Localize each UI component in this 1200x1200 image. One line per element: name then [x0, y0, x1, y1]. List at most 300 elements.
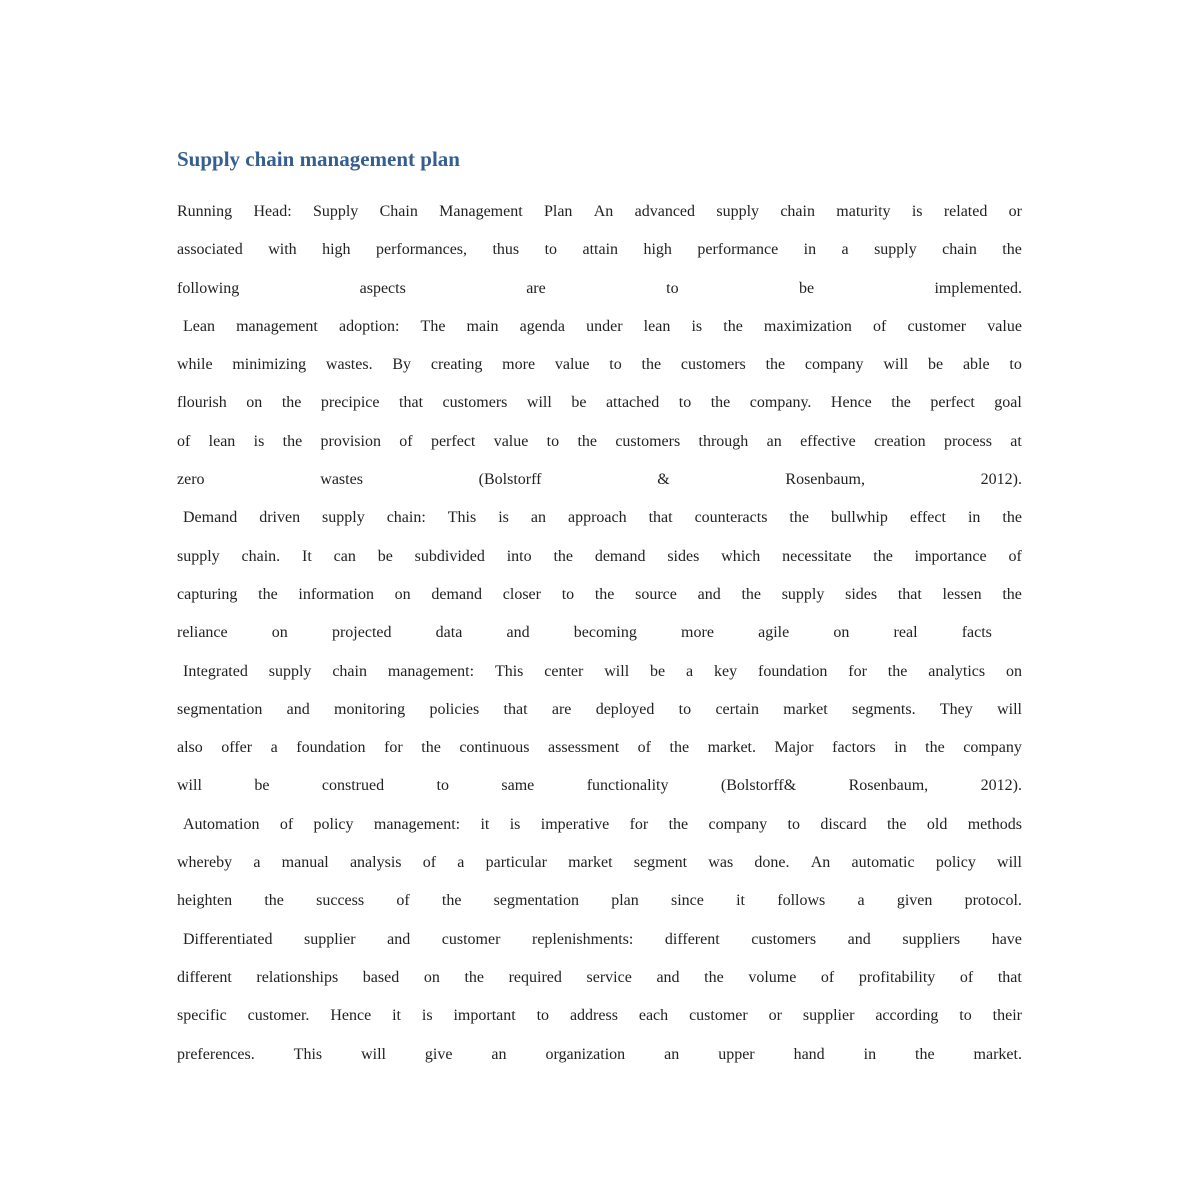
word: to [561, 585, 575, 603]
word: have [991, 930, 1022, 948]
word: implemented. [934, 279, 1022, 297]
word: will [997, 854, 1022, 872]
word: customers [751, 930, 817, 948]
word: service [586, 968, 632, 986]
text-line [177, 576, 1022, 614]
word: an [664, 1045, 680, 1063]
word: chain [780, 203, 815, 220]
word: organization [545, 1045, 626, 1063]
word: according [875, 1007, 939, 1025]
text-line [177, 193, 1022, 231]
word: follows [777, 892, 826, 910]
word: it [736, 892, 745, 910]
word: the [553, 547, 573, 565]
word: continuous [459, 739, 530, 757]
word: factors [832, 739, 876, 757]
word: the [577, 432, 597, 450]
text-line [177, 346, 1022, 384]
word: customer [441, 930, 501, 948]
text-line [177, 844, 1022, 882]
word: wastes [320, 471, 363, 489]
word: is [911, 203, 923, 220]
word: the [789, 509, 809, 527]
word: of [820, 968, 835, 986]
word: to [678, 394, 692, 412]
word: an [491, 1045, 507, 1063]
word: an [530, 509, 546, 527]
word: closer [502, 585, 541, 603]
word: will [604, 662, 630, 680]
word: specific [177, 1007, 227, 1025]
word: customer [907, 317, 967, 335]
word: market. [707, 739, 756, 757]
word: on [833, 624, 850, 642]
word: company [708, 815, 768, 833]
word: zero [177, 471, 205, 489]
word: customers [442, 394, 508, 412]
word: are [526, 279, 546, 297]
word: It [302, 547, 312, 565]
text-line [177, 1036, 1022, 1074]
word: approach [567, 509, 627, 527]
word: the [594, 585, 615, 603]
word: to [959, 1007, 972, 1025]
word: to [546, 432, 560, 450]
word: becoming [573, 624, 637, 642]
word: facts [961, 624, 992, 642]
text-line [177, 499, 1022, 537]
word: will [997, 700, 1022, 718]
word: creation [874, 432, 926, 450]
word: plan [611, 892, 639, 910]
word: is [691, 317, 703, 335]
word: perfect [430, 432, 476, 450]
word: supplier [304, 930, 356, 948]
text-line [177, 614, 1022, 652]
word: flourish [177, 394, 227, 412]
word: advanced [634, 203, 696, 220]
word: the [915, 1045, 935, 1063]
word: be [254, 777, 270, 795]
word: company. [749, 394, 812, 412]
word: their [992, 1007, 1022, 1025]
word: 2012). [980, 471, 1022, 489]
word: upper [718, 1045, 755, 1063]
word: protocol. [964, 892, 1022, 910]
word: was [708, 854, 734, 872]
word: of [177, 432, 191, 450]
word: minimizing [232, 356, 307, 374]
word: policies [429, 700, 480, 718]
text-line [177, 270, 1022, 308]
word: goal [994, 394, 1022, 412]
word: customer [689, 1007, 748, 1025]
word: to [536, 1007, 550, 1025]
word: of [637, 739, 651, 757]
word: the [873, 547, 893, 565]
word: hand [793, 1045, 825, 1063]
word: precipice [320, 394, 380, 412]
text-line [177, 959, 1022, 997]
word: same [501, 777, 535, 795]
word: market [568, 854, 613, 872]
word: adoption: [338, 317, 400, 335]
word: supply [781, 585, 825, 603]
word: policy [935, 854, 976, 872]
word: at [1010, 432, 1022, 450]
word: a [841, 241, 849, 259]
word: Major [774, 739, 814, 757]
word: effective [800, 432, 856, 450]
word: agenda [519, 317, 565, 335]
word: the [723, 317, 743, 335]
word: be [377, 547, 393, 565]
word: will [177, 777, 202, 795]
word: associated [177, 241, 243, 259]
word: Hence [830, 394, 872, 412]
word: segments. [852, 700, 916, 718]
word: lean [208, 432, 236, 450]
word: a [457, 854, 465, 872]
word: each [638, 1007, 669, 1025]
word: Supply [312, 203, 359, 220]
word: that [897, 585, 922, 603]
word: of [1008, 547, 1022, 565]
word: supply [716, 203, 760, 220]
word: agile [758, 624, 790, 642]
text-line [177, 308, 1022, 346]
word: can [333, 547, 356, 565]
word: of [422, 854, 437, 872]
word: discard [820, 815, 867, 833]
word: is [253, 432, 265, 450]
word: thus [492, 241, 520, 259]
word: relationships [256, 968, 339, 986]
word: perfect [930, 394, 975, 412]
word: on [394, 585, 411, 603]
word: to [678, 700, 692, 718]
word: old [926, 815, 948, 833]
word: offer [221, 739, 253, 757]
word: and [697, 585, 721, 603]
word: and [286, 700, 310, 718]
word: (Bolstorff& [720, 777, 797, 795]
word: to [1009, 356, 1022, 374]
word: through [698, 432, 749, 450]
word: it [392, 1007, 401, 1025]
word: into [506, 547, 532, 565]
word: Automation [183, 815, 260, 833]
document-title: Supply chain management plan [177, 147, 460, 171]
word: the [1002, 509, 1022, 527]
word: methods [967, 815, 1022, 833]
word: chain [332, 662, 367, 680]
word: lessen [942, 585, 982, 603]
word: value [554, 356, 590, 374]
word: the [886, 815, 907, 833]
word: customer. [247, 1007, 310, 1025]
word: done. [754, 854, 790, 872]
word: particular [485, 854, 547, 872]
word: Differentiated [183, 930, 273, 948]
word: required [508, 968, 562, 986]
word: maturity [836, 203, 891, 220]
word: are [551, 700, 572, 718]
text-line [177, 806, 1022, 844]
word: importance [914, 547, 987, 565]
word: foundation [758, 662, 828, 680]
word: market [783, 700, 828, 718]
word: foundation [296, 739, 366, 757]
word: This [447, 509, 477, 527]
word: chain [942, 241, 977, 259]
word: deployed [595, 700, 655, 718]
word: maximization [763, 317, 852, 335]
word: related [943, 203, 988, 220]
word: on [1006, 662, 1022, 680]
word: Rosenbaum, [848, 777, 929, 795]
word: This [293, 1045, 323, 1063]
word: sides [845, 585, 878, 603]
document-page [177, 140, 1022, 1074]
word: manual [281, 854, 329, 872]
word: & [657, 471, 670, 489]
word: be [571, 394, 587, 412]
word: and [847, 930, 871, 948]
word: supply [322, 509, 365, 527]
word: more [681, 624, 714, 642]
text-line [177, 921, 1022, 959]
word: volume [748, 968, 797, 986]
word: that [997, 968, 1022, 986]
word: which [721, 547, 761, 565]
word: the [710, 394, 731, 412]
word: in [863, 1045, 877, 1063]
word: in [803, 241, 817, 259]
word: data [435, 624, 463, 642]
word: success [316, 892, 365, 910]
word: Rosenbaum, [785, 471, 865, 489]
word: functionality [586, 777, 669, 795]
word: suppliers [902, 930, 961, 948]
text-line [177, 691, 1022, 729]
word: the [281, 394, 302, 412]
word: customers [615, 432, 681, 450]
word: Head: [253, 203, 292, 220]
text-line [177, 538, 1022, 576]
word: that [399, 394, 424, 412]
word: and [506, 624, 530, 642]
word: value [493, 432, 529, 450]
word: or [768, 1007, 782, 1025]
word: (Bolstorff [478, 471, 542, 489]
word: of [399, 432, 413, 450]
word: Integrated [183, 662, 248, 680]
word: is [421, 1007, 433, 1025]
word: while [177, 356, 213, 374]
word: attain [582, 241, 619, 259]
word: imperative [540, 815, 610, 833]
word: since [671, 892, 704, 910]
word: Management [439, 203, 523, 220]
word: subdivided [414, 547, 485, 565]
word: demand [431, 585, 483, 603]
word: whereby [177, 854, 233, 872]
word: provision [320, 432, 381, 450]
word: of [279, 815, 294, 833]
word: the [264, 892, 284, 910]
word: the [704, 968, 724, 986]
word: chain. [241, 547, 281, 565]
word: By [392, 356, 412, 374]
word: process [943, 432, 992, 450]
word: main [466, 317, 499, 335]
word: Plan [543, 203, 573, 220]
word: counteracts [694, 509, 768, 527]
word: driven [259, 509, 301, 527]
word: high [643, 241, 672, 259]
text-line [177, 997, 1022, 1035]
word: creating [430, 356, 483, 374]
word: real [893, 624, 918, 642]
word: to [544, 241, 558, 259]
word: Lean [183, 317, 215, 335]
word: The [420, 317, 446, 335]
document-body [177, 193, 1022, 1074]
word: the [765, 356, 786, 374]
word: to [666, 279, 679, 297]
word: is [498, 509, 509, 527]
word: be [798, 279, 815, 297]
word: segment [633, 854, 688, 872]
word: the [464, 968, 484, 986]
word: a [253, 854, 261, 872]
word: key [714, 662, 738, 680]
word: be [650, 662, 666, 680]
word: will [361, 1045, 386, 1063]
word: management: [387, 662, 475, 680]
word: a [270, 739, 278, 757]
word: 2012). [980, 777, 1022, 795]
word: source [635, 585, 677, 603]
word: chain: [386, 509, 426, 527]
word: the [925, 739, 945, 757]
word: the [282, 432, 303, 450]
word: the [741, 585, 761, 603]
word: policy [313, 815, 354, 833]
word: a [857, 892, 865, 910]
word: company [804, 356, 864, 374]
word: construed [321, 777, 385, 795]
word: information [298, 585, 374, 603]
text-line [177, 653, 1022, 691]
word: is [509, 815, 521, 833]
word: for [629, 815, 649, 833]
word: it [480, 815, 490, 833]
word: supplier [802, 1007, 855, 1025]
text-line [177, 882, 1022, 920]
word: aspects [359, 279, 406, 297]
word: be [928, 356, 944, 374]
word: center [544, 662, 584, 680]
word: will [883, 356, 909, 374]
word: the [441, 892, 462, 910]
word: heighten [177, 892, 233, 910]
word: wastes. [325, 356, 373, 374]
word: the [891, 394, 911, 412]
word: capturing [177, 585, 238, 603]
word: under [586, 317, 623, 335]
word: supply [177, 547, 220, 565]
word: an [766, 432, 782, 450]
text-line [177, 461, 1022, 499]
word: for [384, 739, 403, 757]
word: and [656, 968, 680, 986]
word: performance [697, 241, 779, 259]
word: management: [373, 815, 461, 833]
word: certain [715, 700, 759, 718]
word: a [686, 662, 694, 680]
word: reliance [177, 624, 228, 642]
word: the [887, 662, 908, 680]
word: on [271, 624, 288, 642]
word: the [258, 585, 278, 603]
word: company [963, 739, 1022, 757]
word: on [423, 968, 440, 986]
word: high [322, 241, 351, 259]
word: bullwhip [830, 509, 888, 527]
word: give [424, 1045, 453, 1063]
word: with [268, 241, 297, 259]
word: different [664, 930, 720, 948]
word: replenishments: [532, 930, 634, 948]
word: monitoring [334, 700, 406, 718]
word: the [1002, 241, 1022, 259]
word: important [453, 1007, 516, 1025]
word: of [396, 892, 410, 910]
word: effect [909, 509, 946, 527]
word: analysis [349, 854, 402, 872]
word: the [1002, 585, 1022, 603]
word: automatic [851, 854, 915, 872]
word: Running [177, 203, 233, 220]
word: This [494, 662, 524, 680]
word: value [987, 317, 1022, 335]
word: market. [973, 1045, 1022, 1063]
text-line [177, 767, 1022, 805]
word: the [668, 815, 689, 833]
word: assessment [548, 739, 620, 757]
text-line [177, 231, 1022, 269]
word: or [1008, 203, 1022, 220]
word: of [959, 968, 974, 986]
word: of [873, 317, 887, 335]
word: sides [667, 547, 700, 565]
word: segmentation [177, 700, 263, 718]
word: necessitate [782, 547, 852, 565]
word: performances, [375, 241, 468, 259]
word: lean [643, 317, 671, 335]
word: able [962, 356, 990, 374]
word: address [569, 1007, 618, 1025]
text-line [177, 423, 1022, 461]
word: An [810, 854, 831, 872]
word: on [246, 394, 263, 412]
word: to [787, 815, 800, 833]
word: and [387, 930, 411, 948]
word: the [669, 739, 690, 757]
text-line [177, 729, 1022, 767]
